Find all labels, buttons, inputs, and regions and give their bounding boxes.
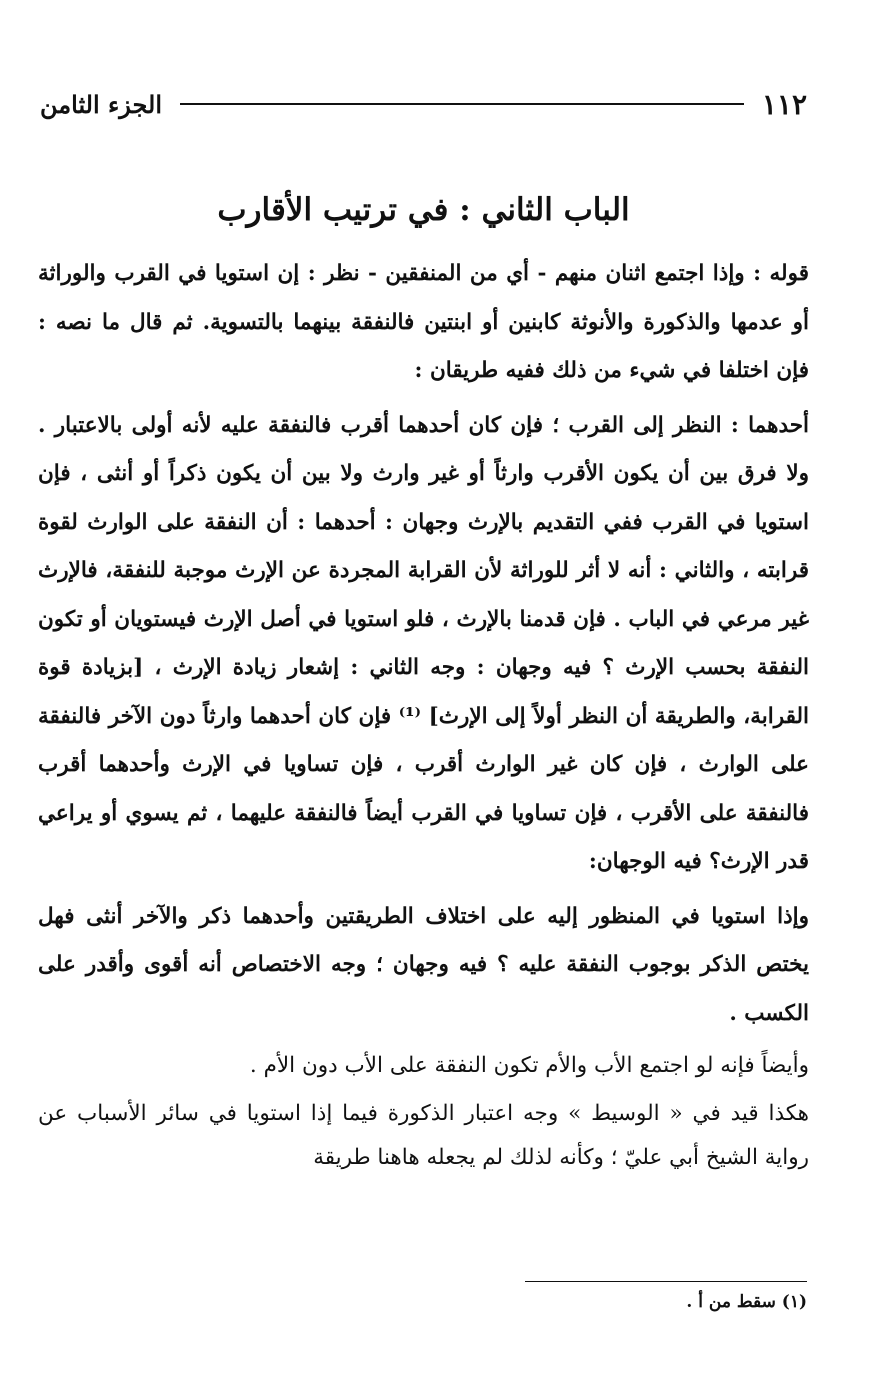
chapter-title: الباب الثاني : في ترتيب الأقارب [217, 192, 630, 228]
running-header [40, 84, 807, 124]
paragraph-3: وإذا استويا في المنظور إليه على اختلاف الطريقتين وأحدهما ذكر والآخر أنثى فهل يختص الذكر بوجوب النفقة عليه ؟ فيه وجهان ؛ وجه الاختصاص أنه أقوى وأقدر على الكسب . [38, 903, 809, 1026]
footnote: (١) سقط من أ . [686, 1292, 807, 1312]
volume-label: الجزء الثامن [40, 89, 163, 119]
body-text [38, 250, 809, 1181]
page-number: ١١٢ [761, 87, 807, 121]
paragraph-4: وأيضاً فإنه لو اجتمع الأب والأم تكون النفقة على الأب دون الأم . [249, 1053, 809, 1078]
paragraph-5: هكذا قيد في « الوسيط » وجه اعتبار الذكورة فيما إذا استويا في سائر الأسباب عن رواية الشيخ أبي عليّ ؛ وكأنه لذلك لم يجعله هاهنا طريقة [38, 1100, 809, 1170]
footnote-rule [525, 1281, 807, 1282]
paragraph-1: قوله : وإذا اجتمع اثنان منهم - أي من المنفقين - نظر : إن استويا في القرب والوراثة أو عدمها والذكورة والأنوثة كابنين أو ابنتين فالنفقة بينهما بالتسوية. ثم قال ما نصه : فإن اختلفا في شيء من ذلك ففيه طريقان : [38, 261, 809, 383]
paragraph-2: أحدهما : النظر إلى القرب ؛ فإن كان أحدهما أقرب فالنفقة عليه لأنه أولى بالاعتبار . ولا فرق بين أن يكون الأقرب وارثاً أو غير وارث ولا بين أن يكون ذكراً أو أنثى ، فإن استويا في القرب ففي التقديم بالإرث وجهان : أحدهما : أن النفقة على الوارث لقوة قرابته ، والثاني : أنه لا أثر للوراثة لأن القرابة المجردة عن الإرث موجبة للنفقة، فالإرث غير مرعي في الباب . فإن قدمنا بالإرث ، فلو استويا في أصل الإرث فيستويان أو تكون النفقة بحسب الإرث ؟ فيه وجهان : وجه الثاني : إشعار زيادة الإرث ، [بزيادة قوة القرابة، والطريقة أن النظر أولاً إلى الإرث] ⁽¹⁾ فإن كان أحدهما وارثاً دون الآخر فالنفقة على الوارث ، فإن كان غير الوارث أقرب ، فإن تساويا في الإرث وأحدهما أقرب فالنفقة على الأقرب ، فإن تساويا في القرب أيضاً فالنفقة عليهما ، ثم يسوي أو يراعي قدر الإرث؟ فيه الوجهان: [38, 412, 809, 874]
header-rule [180, 103, 744, 105]
